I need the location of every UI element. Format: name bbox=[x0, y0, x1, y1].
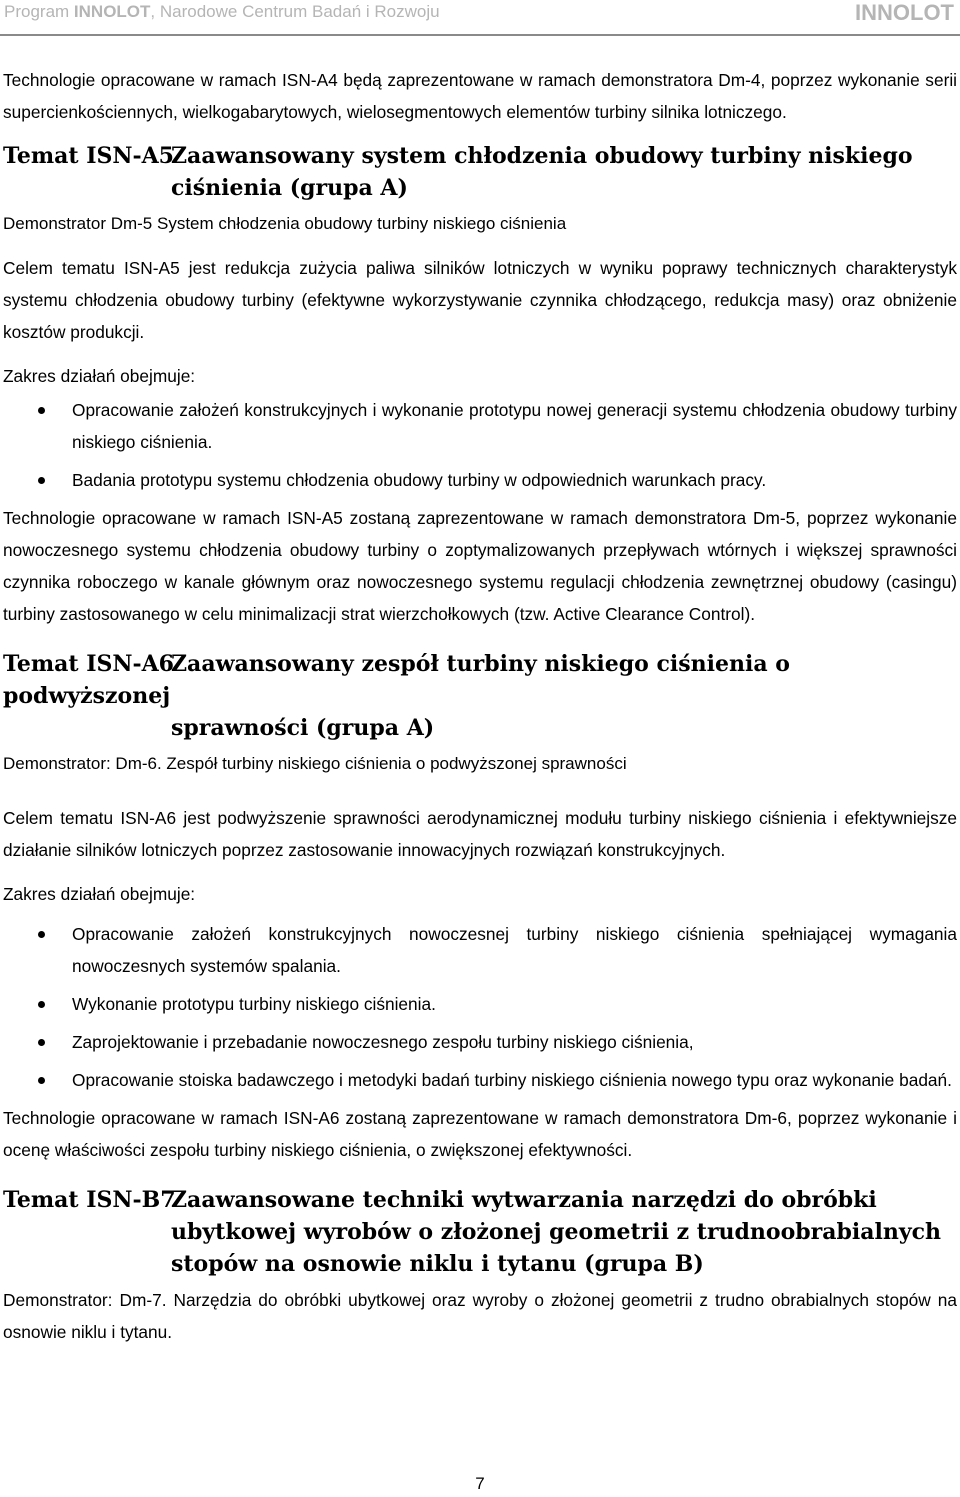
document-body bbox=[3, 64, 957, 1348]
topic-a6-title-line1: Zaawansowany zespół turbiny niskiego ciśnienia o podwyższonej bbox=[3, 651, 790, 709]
page-number: 7 bbox=[475, 1474, 485, 1493]
header-suffix: , Narodowe Centrum Badań i Rozwoju bbox=[150, 2, 440, 21]
topic-b7-heading bbox=[3, 1184, 957, 1280]
page-header bbox=[0, 0, 960, 28]
list-item bbox=[3, 394, 957, 458]
topic-a5-scope-list bbox=[3, 394, 957, 496]
bullet-icon bbox=[38, 407, 45, 414]
topic-a6-goal: Celem tematu ISN-A6 jest podwyższenie sprawności aerodynamicznej modułu turbiny niskiego ciśnienia i efektywniejsze działanie silników lotniczych poprzez zastosowanie innowacyjnych rozwiązań konstrukcyjnych. bbox=[3, 808, 957, 860]
list-item bbox=[3, 918, 957, 982]
topic-a6-scope-list bbox=[3, 918, 957, 1096]
topic-b7-code: Temat ISN-B7 bbox=[3, 1187, 176, 1213]
topic-b7-title-line1: Zaawansowane techniki wytwarzania narzędzi do obróbki bbox=[171, 1187, 877, 1213]
scope-item-text: Opracowanie założeń konstrukcyjnych i wykonanie prototypu nowej generacji systemu chłodzenia obudowy turbiny niskiego ciśnienia. bbox=[72, 400, 957, 452]
list-item bbox=[3, 1064, 957, 1096]
scope-item-text: Zaprojektowanie i przebadanie nowoczesnego zespołu turbiny niskiego ciśnienia, bbox=[72, 1032, 694, 1052]
scope-item-text: Badania prototypu systemu chłodzenia obudowy turbiny w odpowiednich warunkach pracy. bbox=[72, 470, 767, 490]
topic-a6-technologies: Technologie opracowane w ramach ISN-A6 zostaną zaprezentowane w ramach demonstratora Dm-6, poprzez wykonanie i ocenę właściwości zespołu turbiny niskiego ciśnienia, o zwiększonej efektywności. bbox=[3, 1108, 957, 1160]
list-item bbox=[3, 988, 957, 1020]
topic-a5-technologies: Technologie opracowane w ramach ISN-A5 zostaną zaprezentowane w ramach demonstratora Dm-5, poprzez wykonanie nowoczesnego systemu chłodzenia obudowy turbiny o zoptymalizowanych przepływach wtórnych i większej sprawności czynnika roboczego w kanale głównym oraz nowoczesnego systemu regulacji chłodzenia zewnętrznej obudowy (casingu) turbiny zastosowanego w celu minimalizacji strat wierzchołkowych (tzw. Active Clearance Control). bbox=[3, 508, 957, 624]
header-program-name: INNOLOT bbox=[73, 2, 151, 21]
topic-a6-heading bbox=[3, 648, 957, 744]
topic-a5-code: Temat ISN-A5 bbox=[3, 143, 174, 169]
list-item bbox=[3, 464, 957, 496]
bullet-icon bbox=[38, 1039, 45, 1046]
topic-a5-title-line1: Zaawansowany system chłodzenia obudowy turbiny niskiego bbox=[171, 143, 913, 169]
scope-item-text: Opracowanie założeń konstrukcyjnych nowoczesnej turbiny niskiego ciśnienia spełniającej wymagania nowoczesnych systemów spalania. bbox=[72, 924, 957, 976]
topic-b7-demonstrator: Demonstrator: Dm-7. Narzędzia do obróbki ubytkowej oraz wyroby o złożonej geometrii z trudno obrabialnych stopów na osnowie niklu i tytanu. bbox=[3, 1290, 957, 1342]
topic-a5-demonstrator: Demonstrator Dm-5 System chłodzenia obudowy turbiny niskiego ciśnienia bbox=[3, 214, 567, 233]
topic-a6-scope-label: Zakres działań obejmuje: bbox=[3, 884, 196, 904]
bullet-icon bbox=[38, 931, 45, 938]
topic-b7-title-line3: stopów na osnowie niklu i tytanu (grupa B) bbox=[171, 1251, 704, 1277]
scope-item-text: Wykonanie prototypu turbiny niskiego ciśnienia. bbox=[72, 994, 436, 1014]
topic-a5-heading bbox=[3, 140, 957, 204]
topic-a5-scope-label: Zakres działań obejmuje: bbox=[3, 366, 196, 386]
topic-a6-code: Temat ISN-A6 bbox=[3, 651, 174, 677]
topic-a6-title-line2: sprawności (grupa A) bbox=[171, 715, 435, 741]
topic-a6-demonstrator: Demonstrator: Dm-6. Zespół turbiny niskiego ciśnienia o podwyższonej sprawności bbox=[3, 754, 627, 773]
bullet-icon bbox=[38, 1001, 45, 1008]
topic-a5-goal: Celem tematu ISN-A5 jest redukcja zużycia paliwa silników lotniczych w wyniku poprawy technicznych charakterystyk systemu chłodzenia obudowy turbiny (efektywne wykorzystywanie czynnika chłodzącego, redukcja masy) oraz obniżenie kosztów produkcji. bbox=[3, 258, 957, 342]
topic-b7-title-line2: ubytkowej wyrobów o złożonej geometrii z trudnoobrabialnych bbox=[171, 1219, 942, 1245]
scope-item-text: Opracowanie stoiska badawczego i metodyki badań turbiny niskiego ciśnienia nowego typu oraz wykonanie badań. bbox=[72, 1070, 952, 1090]
header-logo-text: INNOLOT bbox=[855, 0, 954, 25]
header-prefix: Program bbox=[4, 2, 74, 21]
header-divider bbox=[0, 34, 960, 36]
list-item bbox=[3, 1026, 957, 1058]
bullet-icon bbox=[38, 477, 45, 484]
header-program-title bbox=[4, 2, 440, 22]
topic-a5-title-line2: ciśnienia (grupa A) bbox=[171, 175, 408, 201]
bullet-icon bbox=[38, 1077, 45, 1084]
intro-paragraph: Technologie opracowane w ramach ISN-A4 będą zaprezentowane w ramach demonstratora Dm-4, poprzez wykonanie serii supercienkościennych, wielkogabarytowych, wielosegmentowych elementów turbiny silnika lotniczego. bbox=[3, 70, 957, 122]
